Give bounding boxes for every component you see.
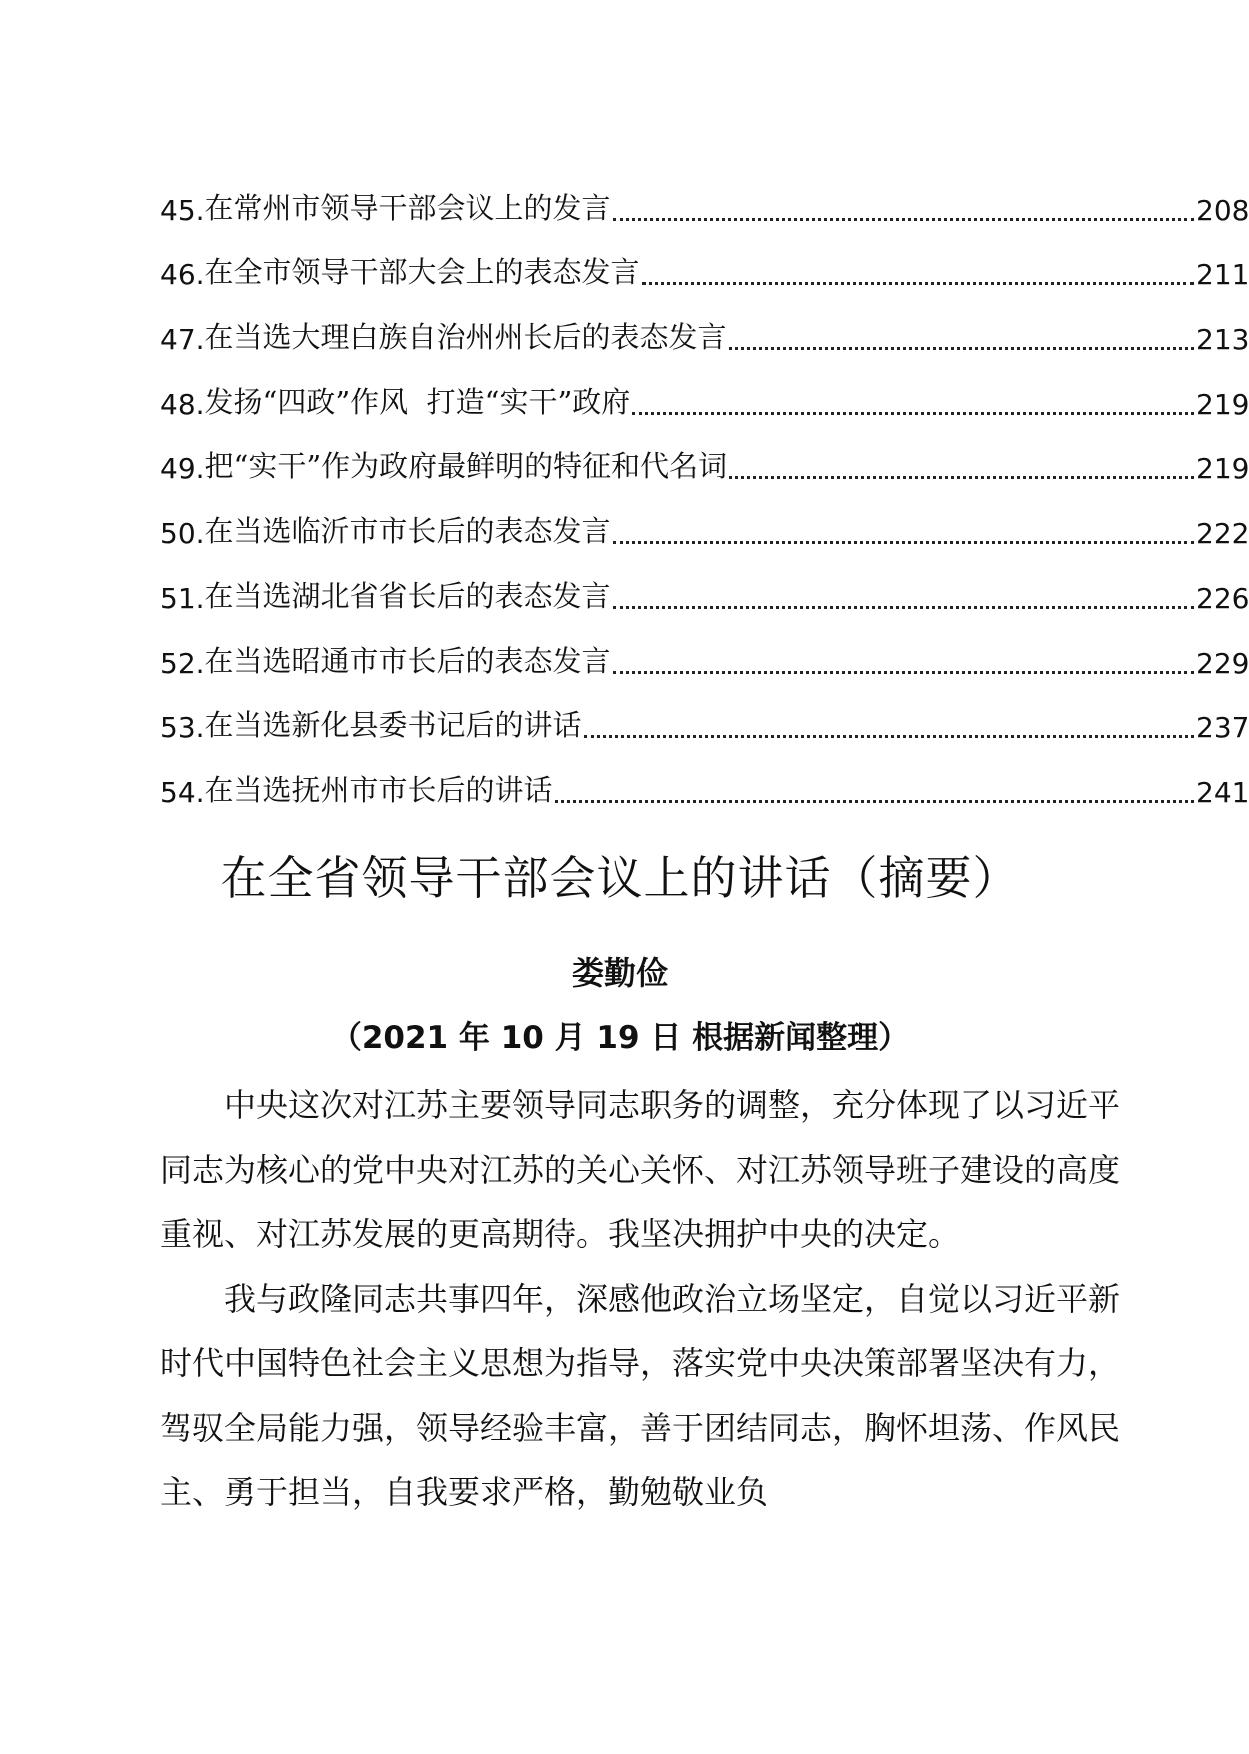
toc-entry-page: 241 (1196, 775, 1249, 809)
toc-entry[interactable] (160, 744, 1249, 809)
toc-leader-dots (613, 605, 1194, 609)
toc-entry[interactable] (160, 680, 1249, 745)
toc-leader-dots (613, 217, 1194, 221)
toc-entry-number: 47. (160, 323, 205, 357)
toc-entry-number: 46. (160, 258, 205, 292)
toc-leader-dots (729, 346, 1194, 350)
toc-entry-page: 219 (1196, 452, 1249, 486)
toc-entry-title: 在常州市领导干部会议上的发言 (204, 190, 611, 225)
toc-entry-number: 51. (160, 581, 205, 615)
toc-entry-page: 213 (1196, 323, 1249, 357)
toc-leader-dots (642, 281, 1194, 285)
toc-entry[interactable] (160, 485, 1249, 551)
toc-entry-title: 在当选临沂市市长后的表态发言 (204, 514, 611, 549)
toc-entry[interactable] (160, 356, 1249, 421)
toc-leader-dots (584, 734, 1194, 738)
toc-entry[interactable] (160, 291, 1249, 357)
body-paragraph: 我与政隆同志共事四年，深感他政治立场坚定，自觉以习近平新时代中国特色社会主义思想为指导，落实党中央决策部署坚决有力，驾驭全局能力强，领导经验丰富，善于团结同志，胸怀坦荡、作风民主、勇于担当，自我要求严格，勤勉敬业负 (160, 1279, 1121, 1511)
table-of-contents (160, 162, 1249, 809)
toc-entry-title: 在当选新化县委书记后的讲话 (204, 708, 582, 743)
toc-entry-page: 226 (1196, 581, 1249, 615)
toc-leader-dots (632, 411, 1194, 415)
toc-entry-title: 在当选抚州市市长后的讲话 (204, 772, 553, 807)
toc-entry[interactable] (160, 162, 1249, 227)
toc-leader-dots (555, 799, 1194, 803)
article-author: 娄勤俭 (571, 954, 668, 992)
article-body (160, 1073, 1120, 1525)
toc-entry[interactable] (160, 421, 1249, 486)
toc-entry-page: 237 (1196, 711, 1249, 745)
toc-entry-title: 在当选湖北省省长后的表态发言 (204, 578, 611, 613)
toc-entry-page: 229 (1196, 646, 1249, 680)
toc-entry-number: 52. (160, 646, 205, 680)
toc-entry-number: 54. (160, 775, 205, 809)
toc-entry-title: 在当选昭通市市长后的表态发言 (204, 643, 611, 678)
toc-entry[interactable] (160, 550, 1249, 615)
toc-entry-page: 219 (1196, 387, 1249, 421)
toc-leader-dots (729, 475, 1194, 479)
toc-entry-page: 208 (1196, 193, 1249, 227)
toc-entry-page: 222 (1196, 517, 1249, 551)
toc-entry-title: 发扬“四政”作风 打造“实干”政府 (204, 384, 631, 419)
toc-entry-title: 在全市领导干部大会上的表态发言 (204, 255, 640, 290)
toc-entry-number: 50. (160, 517, 205, 551)
toc-entry-number: 53. (160, 711, 205, 745)
toc-leader-dots (613, 670, 1194, 674)
toc-entry-number: 49. (160, 452, 205, 486)
toc-entry-number: 48. (160, 387, 205, 421)
toc-entry-title: 在当选大理白族自治州州长后的表态发言 (204, 320, 727, 355)
article-date: （2021 年 10 月 19 日 根据新闻整理） (330, 1020, 910, 1056)
body-paragraph: 中央这次对江苏主要领导同志职务的调整，充分体现了以习近平同志为核心的党中央对江苏的关心关怀、对江苏领导班子建设的高度重视、对江苏发展的更高期待。我坚决拥护中央的决定。 (160, 1086, 1121, 1253)
toc-entry-page: 211 (1196, 258, 1249, 292)
toc-entry[interactable] (160, 227, 1249, 292)
article-title: 在全省领导干部会议上的讲话（摘要） (220, 851, 1020, 905)
toc-entry-title: 把“实干”作为政府最鲜明的特征和代名词 (204, 449, 728, 484)
toc-entry-number: 45. (160, 193, 205, 227)
toc-entry[interactable] (160, 615, 1249, 680)
toc-leader-dots (613, 540, 1194, 544)
